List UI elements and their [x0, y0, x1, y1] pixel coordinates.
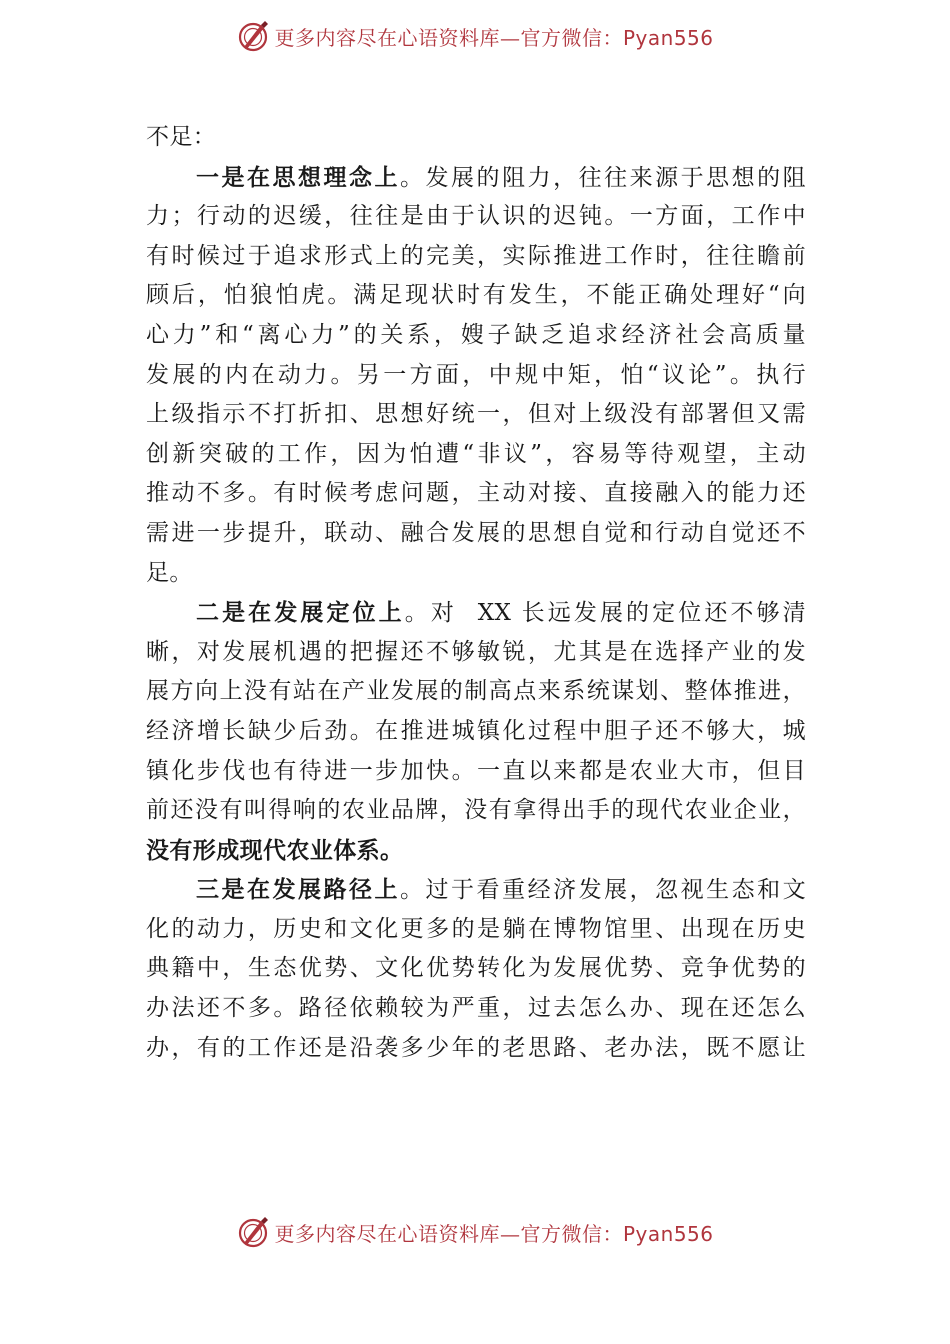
text-line: 发展的内在动力。另一方面，中规中矩，怕“议论”。执行 — [146, 361, 806, 388]
text-line: 镇化步伐也有待进一步加快。一直以来都是农业大市，但目 — [146, 757, 806, 784]
text-line: 有时候过于追求形式上的完美，实际推进工作时，往往瞻前 — [146, 242, 806, 269]
pen-logo-icon — [236, 1215, 270, 1249]
footer-watermark-text: 更多内容尽在心语资料库—官方微信：Pyan556 — [274, 1221, 714, 1246]
text-line: 顾后，怕狼怕虎。满足现状时有发生，不能正确处理好“向 — [146, 282, 806, 309]
text-line: 创新突破的工作，因为怕遭“非议”，容易等待观望，主动 — [146, 440, 806, 467]
header-wechat-id: Pyan556 — [622, 25, 714, 50]
text-line: 办，有的工作还是沿袭多少年的老思路、老办法，既不愿让 — [146, 1034, 806, 1061]
header-watermark-text: 更多内容尽在心语资料库—官方微信：Pyan556 — [274, 25, 714, 50]
paragraph-heading: 一是在思想理念上 — [196, 163, 401, 191]
header-watermark-banner — [0, 14, 950, 58]
text-line: 需进一步提升，联动、融合发展的思想自觉和行动自觉还不 — [146, 519, 806, 546]
text-line: 典籍中，生态优势、文化优势转化为发展优势、竞争优势的 — [146, 955, 806, 982]
text-line: 化的动力，历史和文化更多的是躺在博物馆里、出现在历史 — [146, 915, 806, 942]
paragraph-heading-line: 一是在思想理念上。发展的阻力，往往来源于思想的阻 — [196, 163, 807, 191]
text-line: 不足： — [146, 124, 217, 150]
footer-watermark-banner — [0, 1210, 950, 1254]
text-line: 心力”和“离心力”的关系，嫂子缺乏追求经济社会高质量 — [146, 321, 806, 348]
text-line: 晰，对发展机遇的把握还不够敏锐，尤其是在选择产业的发 — [146, 638, 806, 665]
text-line — [146, 831, 806, 871]
paragraph-heading-line: 三是在发展路径上。过于看重经济发展，忽视生态和文 — [196, 876, 807, 904]
text-line: 力；行动的迟缓，往往是由于认识的迟钝。一方面，工作中 — [146, 203, 806, 230]
footer-wechat-id: Pyan556 — [622, 1221, 714, 1246]
text-line: 经济增长缺少后劲。在推进城镇化过程中胆子还不够大，城 — [146, 717, 806, 744]
text-line: 足。 — [146, 559, 193, 586]
text-line: 办法还不多。路径依赖较为严重，过去怎么办、现在还怎么 — [146, 995, 806, 1022]
text-line: 推动不多。有时候考虑问题，主动对接、直接融入的能力还 — [146, 480, 806, 507]
text-line: 前还没有叫得响的农业品牌，没有拿得出手的现代农业企业， — [146, 797, 806, 824]
pen-logo-icon — [236, 19, 270, 53]
text-line: 上级指示不打折扣、思想好统一，但对上级没有部署但又需 — [146, 401, 806, 428]
paragraph-heading: 三是在发展路径上 — [196, 876, 401, 904]
document-body — [146, 118, 806, 1068]
paragraph-heading: 二是在发展定位上 — [196, 599, 405, 627]
bold-sentence: 没有形成现代农业体系。 — [146, 836, 404, 864]
text-line: 展方向上没有站在产业发展的制高点来系统谋划、整体推进， — [146, 678, 806, 705]
paragraph-heading-line: 二是在发展定位上。对 XX 长远发展的定位还不够清 — [196, 599, 806, 627]
